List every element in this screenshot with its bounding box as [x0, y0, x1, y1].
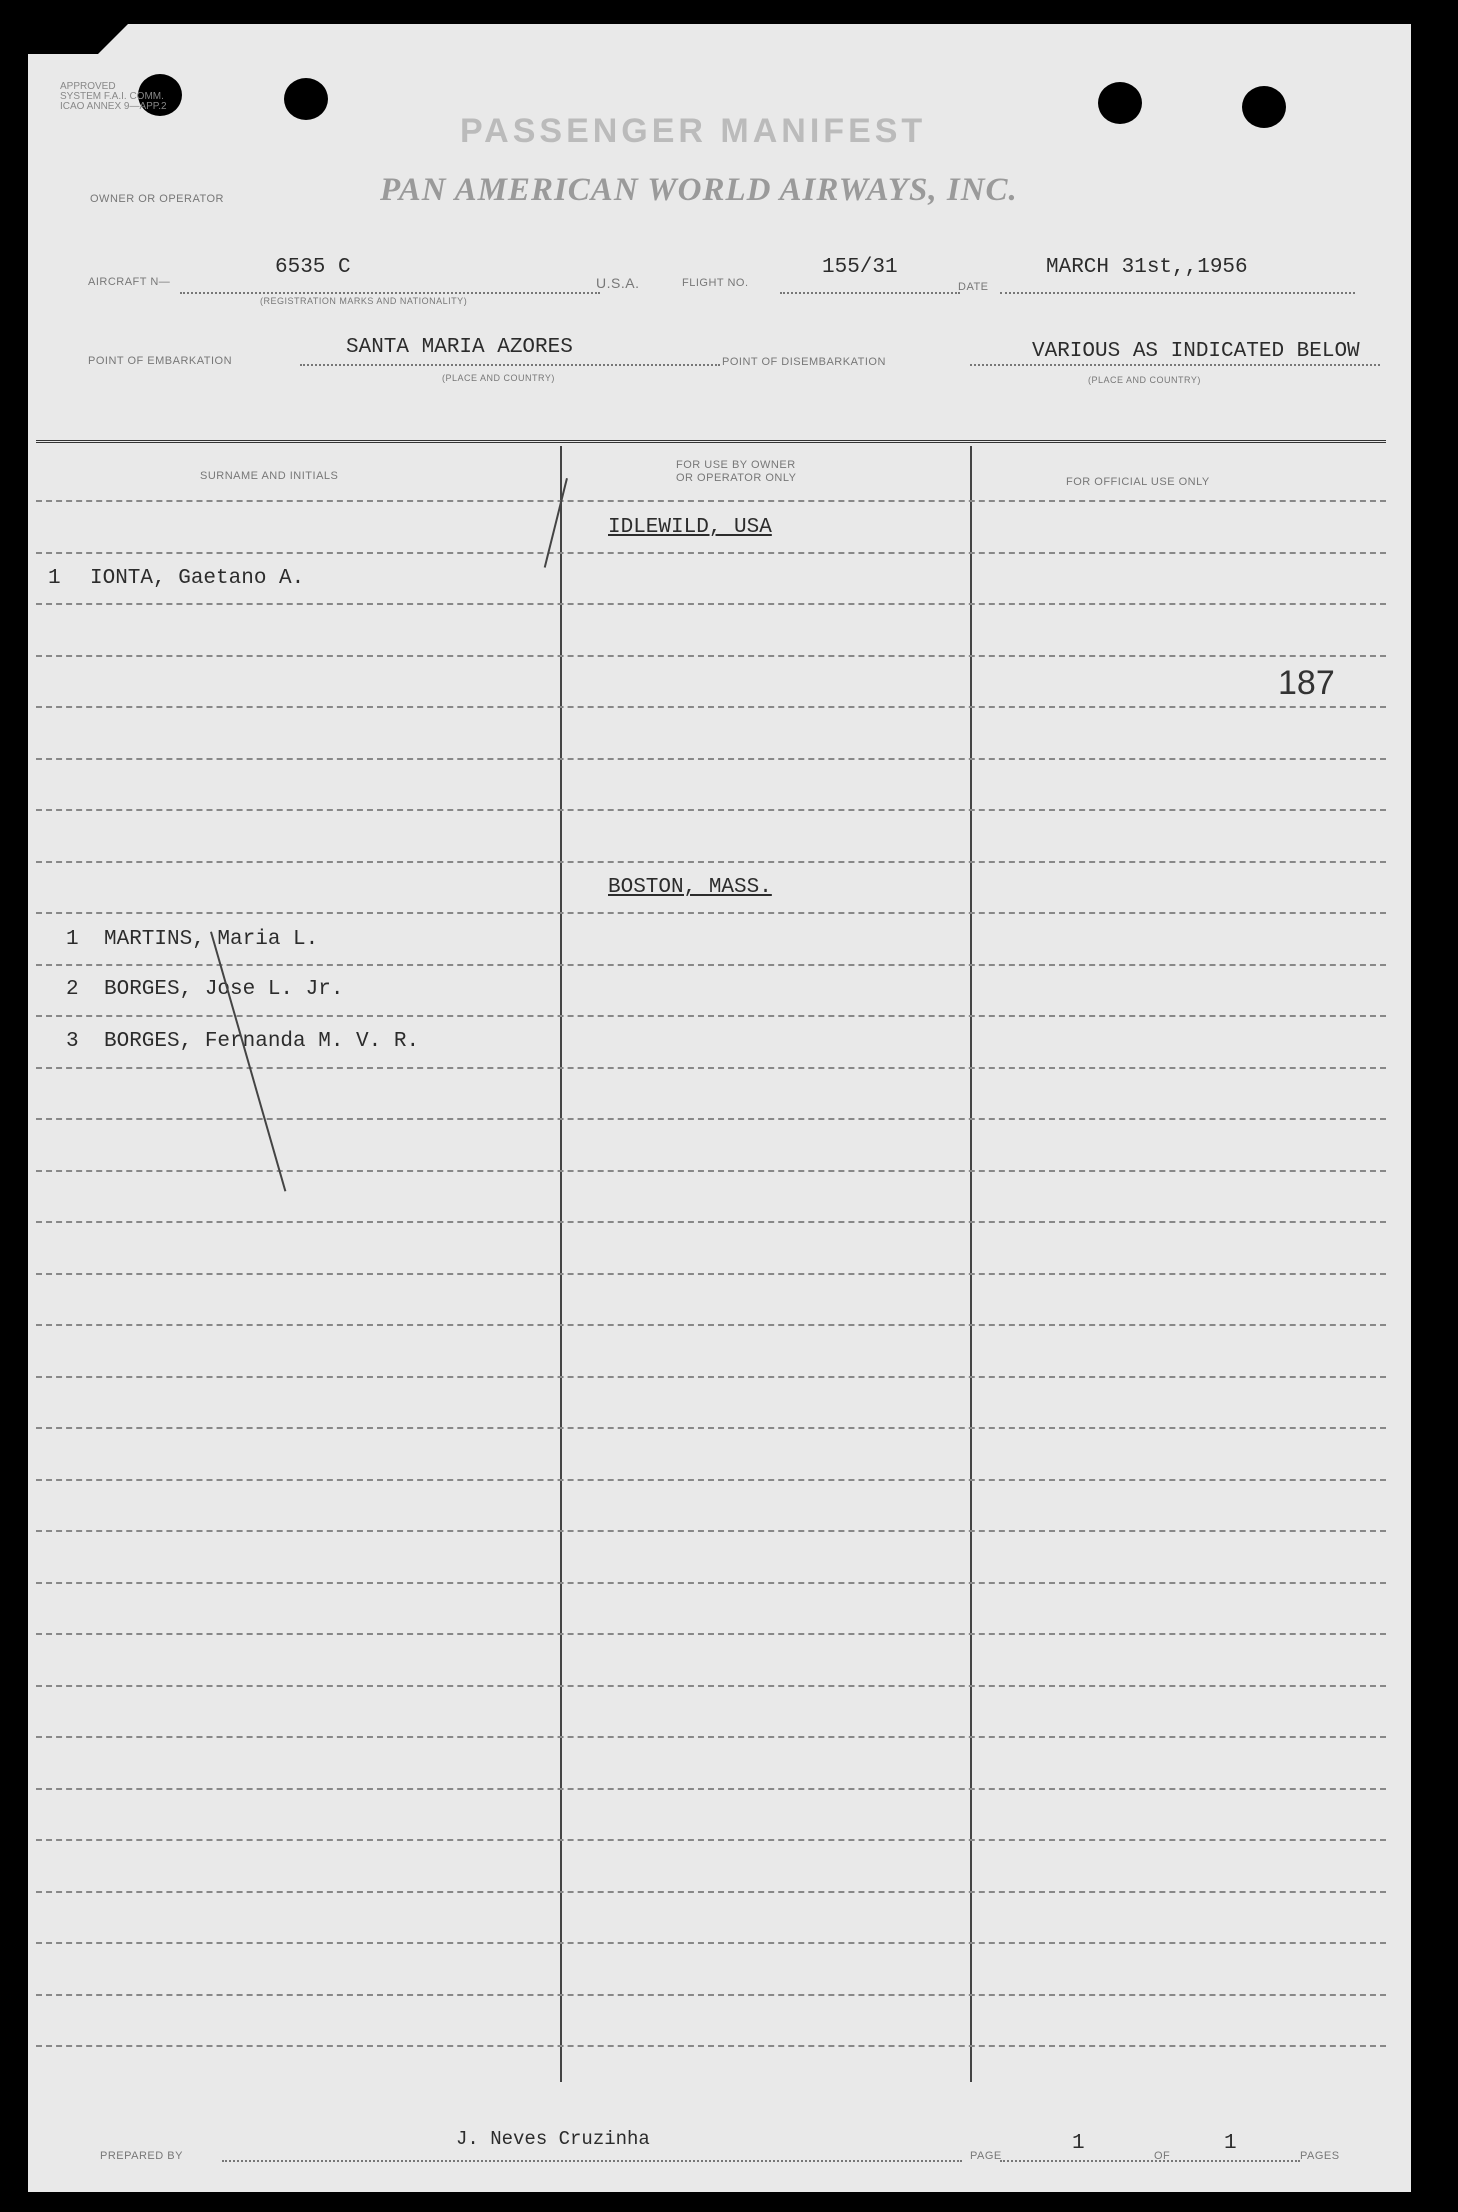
of-value: 1: [1224, 2132, 1237, 2155]
prepared-value: J. Neves Cruzinha: [456, 2128, 650, 2150]
aircraft-value: 6535 C: [275, 256, 351, 279]
passenger-name: BORGES, Jose L. Jr.: [104, 978, 344, 1001]
embark-label: POINT OF EMBARKATION: [88, 355, 233, 367]
table-rule: [36, 1633, 1386, 1635]
prepared-label: PREPARED BY: [100, 2150, 183, 2162]
approval-note: [60, 82, 167, 112]
owner-value: PAN AMERICAN WORLD AIRWAYS, INC.: [380, 172, 1018, 208]
date-value: MARCH 31st,,1956: [1046, 256, 1248, 279]
table-rule: [36, 1427, 1386, 1429]
date-underline: [1000, 292, 1355, 294]
table-rule: [36, 655, 1386, 657]
of-label: OF: [1154, 2150, 1171, 2162]
table-rule: [36, 1273, 1386, 1275]
table-rule: [36, 1324, 1386, 1326]
table-rule: [36, 1582, 1386, 1584]
prepared-underline: [222, 2160, 962, 2162]
embark-value: SANTA MARIA AZORES: [346, 336, 573, 359]
approval-line: ICAO ANNEX 9—APP.2: [60, 101, 167, 112]
table-top-rule: [36, 440, 1386, 443]
punch-hole: [1098, 82, 1142, 124]
approval-line: APPROVED: [60, 81, 116, 92]
approval-line: SYSTEM F.A.I. COMM.: [60, 91, 164, 102]
owner-label: OWNER OR OPERATOR: [90, 193, 224, 205]
column-header-owner-use: FOR USE BY OWNER: [676, 459, 796, 471]
page-label: PAGE: [970, 2150, 1002, 2162]
column-divider: [970, 446, 972, 2082]
column-header-owner-use: OR OPERATOR ONLY: [676, 472, 797, 484]
table-rule: [36, 1736, 1386, 1738]
passenger-name: IONTA, Gaetano A.: [90, 567, 305, 590]
pages-label: PAGES: [1300, 2150, 1340, 2162]
disembark-sub: (PLACE AND COUNTRY): [1088, 375, 1201, 385]
table-rule: [36, 758, 1386, 760]
table-rule: [36, 1685, 1386, 1687]
passenger-name: MARTINS, Maria L.: [104, 928, 319, 951]
usa-label: U.S.A.: [596, 275, 640, 291]
passenger-number: 1: [66, 928, 79, 951]
passenger-number: 3: [66, 1030, 79, 1053]
table-rule: [36, 1015, 1386, 1017]
table-rule: [36, 1479, 1386, 1481]
table-rule: [36, 1170, 1386, 1172]
table-rule: [36, 1221, 1386, 1223]
punch-hole: [284, 78, 328, 120]
column-header-surname: SURNAME AND INITIALS: [200, 470, 339, 482]
table-rule: [36, 706, 1386, 708]
table-rule: [36, 500, 1386, 502]
flight-label: FLIGHT NO.: [682, 277, 749, 289]
table-rule: [36, 1376, 1386, 1378]
torn-corner: [28, 24, 128, 54]
column-divider: [560, 446, 562, 2082]
passenger-name: BORGES, Fernanda M. V. R.: [104, 1030, 420, 1053]
table-rule: [36, 1891, 1386, 1893]
table-rule: [36, 1067, 1386, 1069]
handwritten-count: 187: [1278, 664, 1335, 702]
passenger-number: 2: [66, 978, 79, 1001]
disembark-underline: [970, 364, 1380, 366]
punch-hole: [1242, 86, 1286, 128]
passenger-number: 1: [48, 567, 61, 590]
page-value: 1: [1072, 2132, 1085, 2155]
column-header-official: FOR OFFICIAL USE ONLY: [1066, 476, 1210, 488]
table-rule: [36, 1530, 1386, 1532]
aircraft-label: AIRCRAFT N—: [88, 276, 171, 288]
aircraft-underline: [180, 292, 600, 294]
disembark-label: POINT OF DISEMBARKATION: [722, 356, 886, 368]
table-rule: [36, 552, 1386, 554]
destination-label: IDLEWILD, USA: [608, 516, 772, 539]
table-rule: [36, 912, 1386, 914]
table-rule: [36, 1942, 1386, 1944]
destination-label: BOSTON, MASS.: [608, 876, 772, 899]
table-rule: [36, 603, 1386, 605]
table-rule: [36, 1839, 1386, 1841]
page-underline: [1000, 2160, 1300, 2162]
aircraft-sub: (REGISTRATION MARKS AND NATIONALITY): [260, 296, 468, 306]
embark-underline: [300, 364, 720, 366]
table-rule: [36, 2045, 1386, 2047]
table-rule: [36, 1994, 1386, 1996]
embark-sub: (PLACE AND COUNTRY): [442, 373, 555, 383]
page-title: PASSENGER MANIFEST: [460, 112, 927, 150]
date-label: DATE: [958, 281, 989, 293]
table-rule: [36, 1788, 1386, 1790]
table-rule: [36, 1118, 1386, 1120]
flight-underline: [780, 292, 960, 294]
table-rule: [36, 809, 1386, 811]
flight-value: 155/31: [822, 256, 898, 279]
disembark-value: VARIOUS AS INDICATED BELOW: [1032, 340, 1360, 363]
table-rule: [36, 861, 1386, 863]
table-rule: [36, 964, 1386, 966]
